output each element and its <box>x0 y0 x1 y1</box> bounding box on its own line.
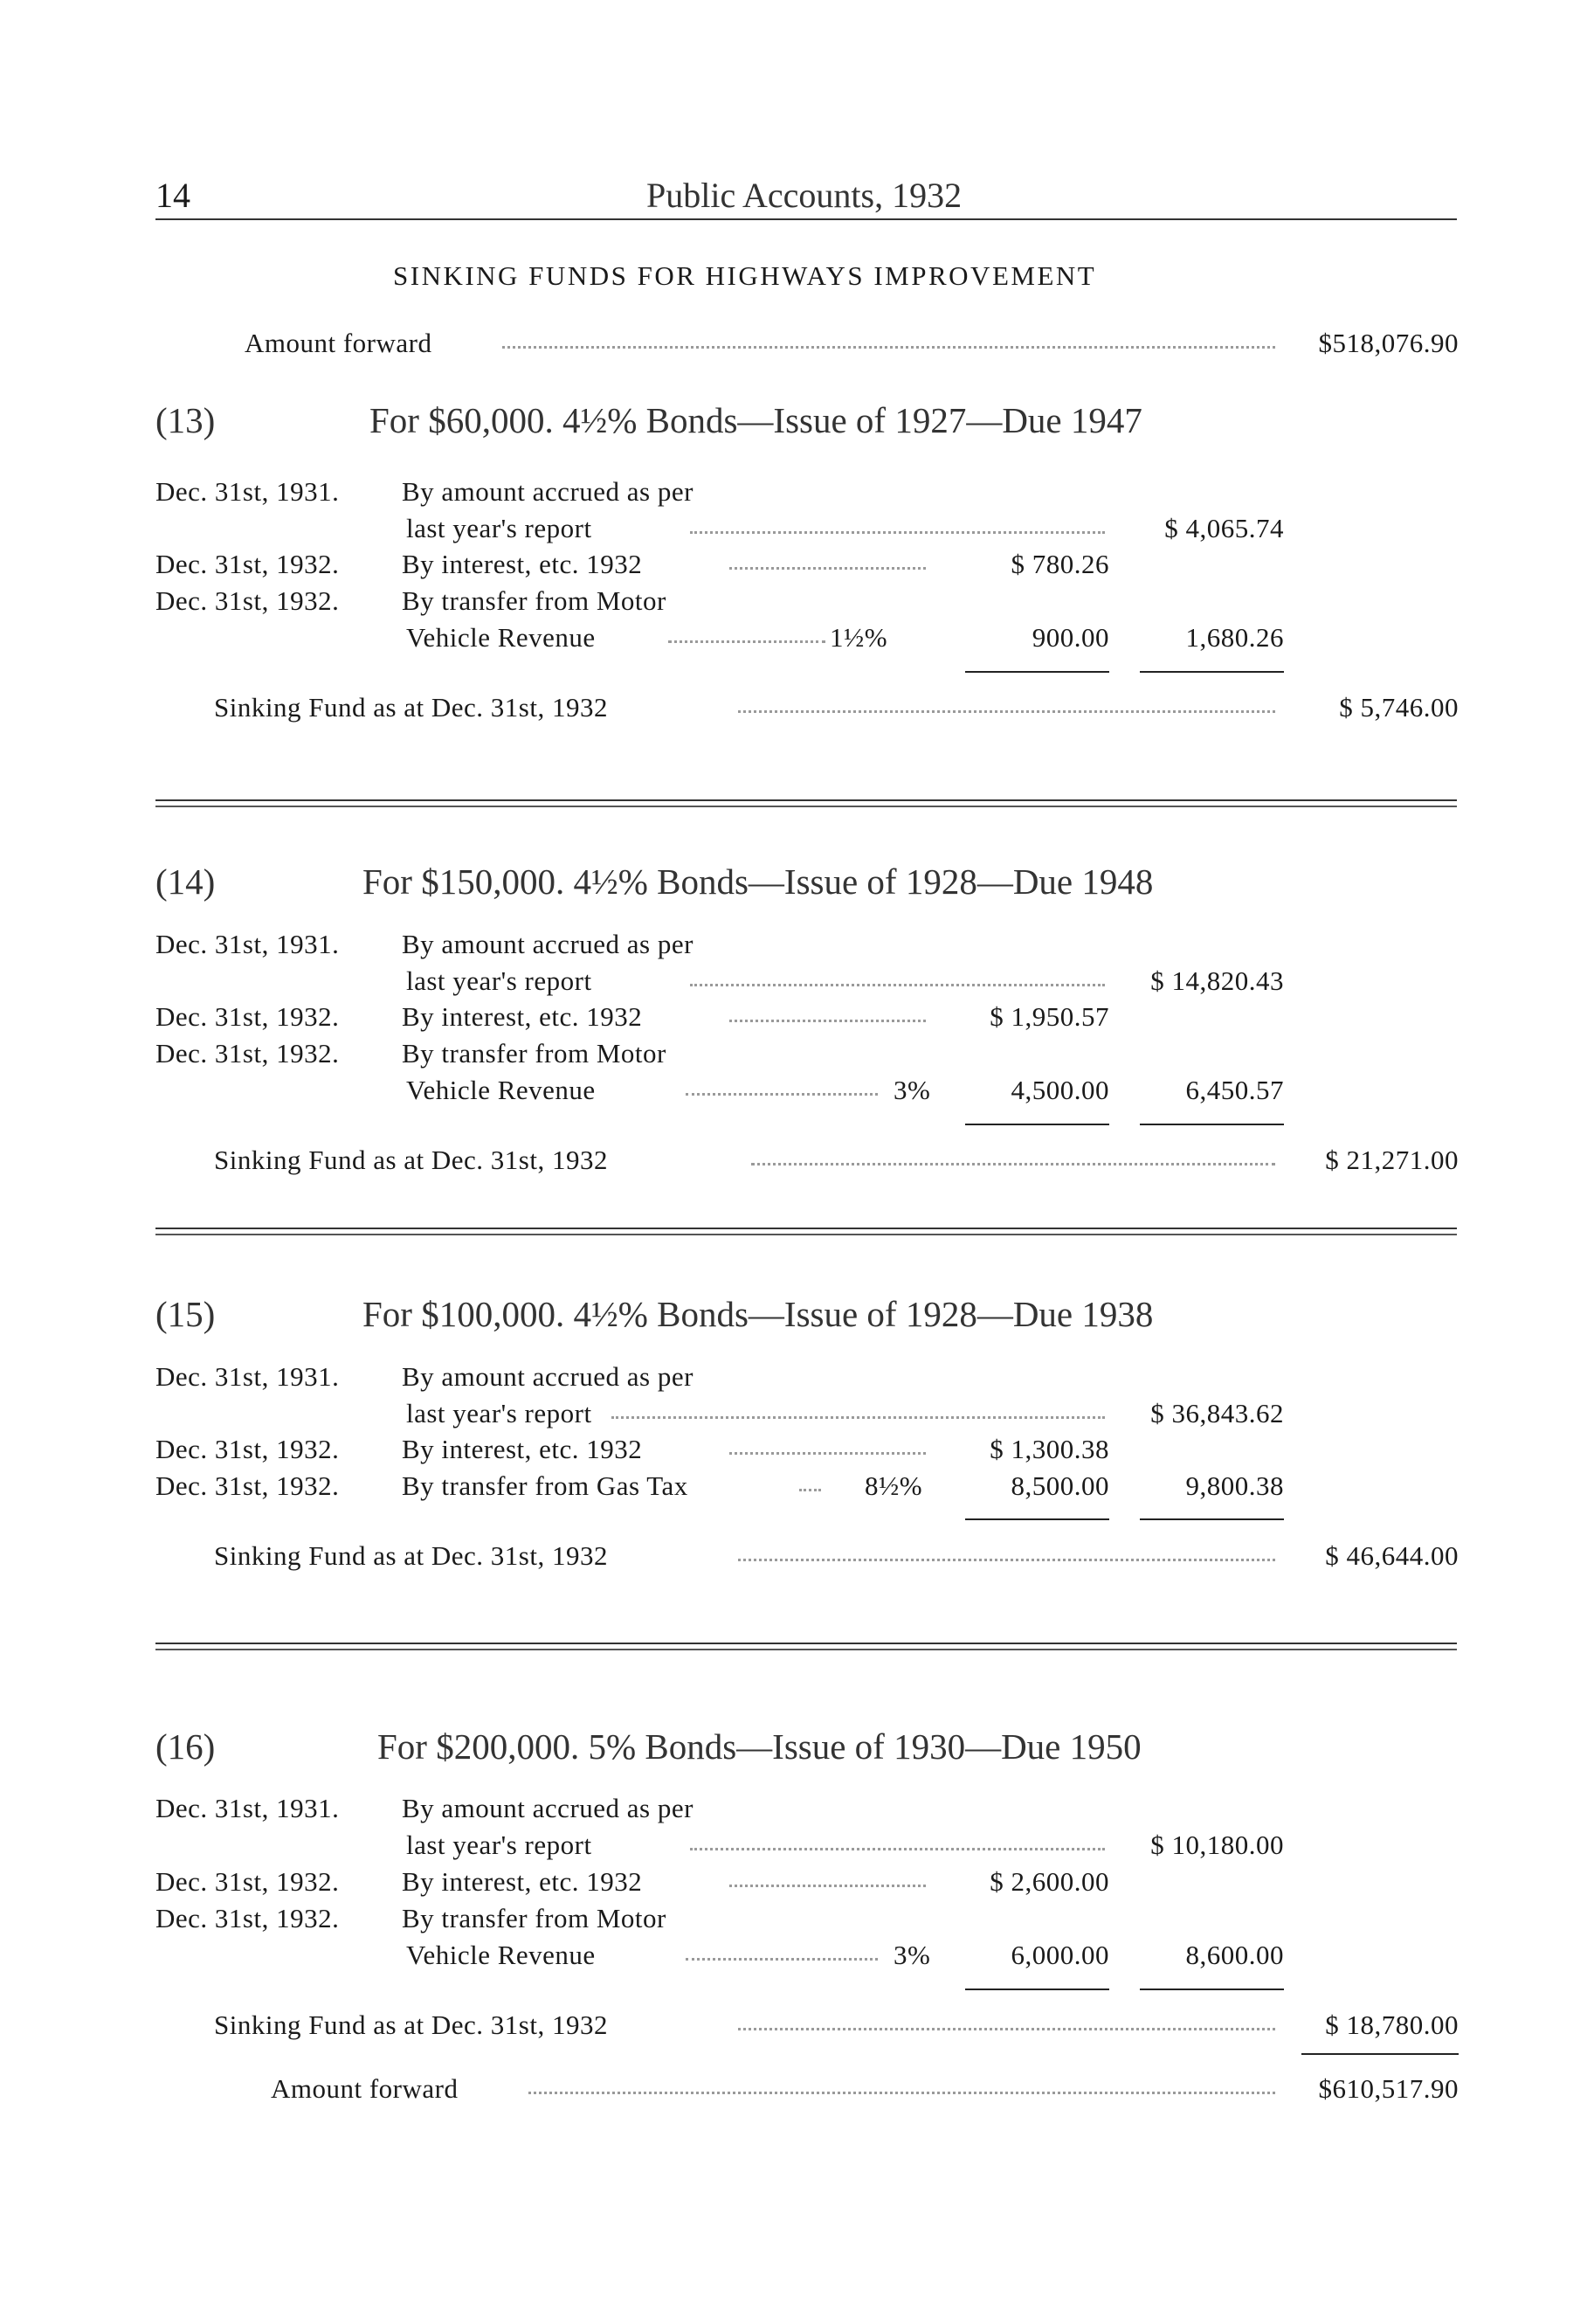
entry-date: Dec. 31st, 1931. <box>155 1793 340 1823</box>
entry-desc: Vehicle Revenue <box>406 622 596 653</box>
entry-desc: By amount accrued as per <box>402 476 693 507</box>
fund-heading: For $150,000. 4½% Bonds—Issue of 1928—Due 1948 <box>362 861 1154 902</box>
header-rule <box>155 218 1457 220</box>
rate: 3% <box>894 1940 931 1970</box>
subtotal-rule <box>965 1989 1109 1990</box>
amount-mid: $ 1,950.57 <box>990 1001 1109 1032</box>
entry-desc: Vehicle Revenue <box>406 1940 596 1970</box>
entry-desc: By transfer from Motor <box>402 1903 666 1933</box>
total-label: Sinking Fund as at Dec. 31st, 1932 <box>214 692 608 723</box>
fund-heading: For $60,000. 4½% Bonds—Issue of 1927—Due 1947 <box>369 400 1142 440</box>
total-label: Sinking Fund as at Dec. 31st, 1932 <box>214 1145 608 1175</box>
running-title: Public Accounts, 1932 <box>646 176 963 215</box>
amount-mid: 8,500.00 <box>1011 1470 1109 1501</box>
entry-date: Dec. 31st, 1932. <box>155 1470 340 1501</box>
leader-dots <box>528 2088 1275 2094</box>
leader-dots <box>738 707 1275 713</box>
subtotal-rule <box>1140 671 1284 673</box>
section-title: SINKING FUNDS FOR HIGHWAYS IMPROVEMENT <box>393 260 1097 291</box>
subtotal-rule <box>965 1124 1109 1125</box>
amount-mid: $ 1,300.38 <box>990 1434 1109 1464</box>
entry-desc: last year's report <box>406 1398 592 1428</box>
amount-right: $ 36,843.62 <box>1150 1398 1284 1428</box>
entry-desc: By interest, etc. 1932 <box>402 1434 643 1464</box>
leader-dots <box>668 637 825 643</box>
fund-number: (16) <box>155 1726 216 1767</box>
leader-dots <box>690 980 1105 986</box>
leader-dots <box>686 1089 878 1096</box>
amount-right: 8,600.00 <box>1185 1940 1284 1970</box>
amount-right: 6,450.57 <box>1185 1075 1284 1105</box>
amount-forward-value: $518,076.90 <box>1318 328 1459 358</box>
rate: 1½% <box>830 622 888 653</box>
subtotal-rule <box>965 671 1109 673</box>
total-amount: $ 46,644.00 <box>1325 1540 1459 1571</box>
entry-date: Dec. 31st, 1931. <box>155 1361 340 1392</box>
amount-right: $ 14,820.43 <box>1150 965 1284 996</box>
amount-mid: $ 2,600.00 <box>990 1866 1109 1897</box>
total-amount: $ 18,780.00 <box>1325 2009 1459 2040</box>
entry-desc: By transfer from Motor <box>402 585 666 616</box>
entry-desc: By interest, etc. 1932 <box>402 549 643 579</box>
leader-dots <box>690 1844 1105 1850</box>
entry-desc: last year's report <box>406 1829 592 1860</box>
amount-right: 1,680.26 <box>1185 622 1284 653</box>
leader-dots <box>611 1413 1105 1419</box>
entry-date: Dec. 31st, 1932. <box>155 1866 340 1897</box>
total-label: Sinking Fund as at Dec. 31st, 1932 <box>214 2009 608 2040</box>
entry-desc: By interest, etc. 1932 <box>402 1866 643 1897</box>
entry-date: Dec. 31st, 1932. <box>155 1038 340 1069</box>
subtotal-rule <box>1140 1124 1284 1125</box>
total-amount: $ 21,271.00 <box>1325 1145 1459 1175</box>
leader-dots <box>686 1954 878 1961</box>
rate: 8½% <box>865 1470 923 1501</box>
leader-dots <box>729 1881 926 1887</box>
fund-heading: For $100,000. 4½% Bonds—Issue of 1928—Due 1938 <box>362 1294 1154 1334</box>
amount-right: $ 4,065.74 <box>1164 513 1284 543</box>
fund-number: (15) <box>155 1294 216 1334</box>
entry-date: Dec. 31st, 1932. <box>155 549 340 579</box>
entry-desc: By amount accrued as per <box>402 1361 693 1392</box>
rate: 3% <box>894 1075 931 1105</box>
entry-desc: By amount accrued as per <box>402 1793 693 1823</box>
entry-date: Dec. 31st, 1932. <box>155 1903 340 1933</box>
amount-forward-label: Amount forward <box>271 2073 459 2104</box>
entry-desc: By transfer from Gas Tax <box>402 1470 688 1501</box>
leader-dots <box>799 1485 821 1491</box>
subtotal-rule <box>1140 1989 1284 1990</box>
leader-dots <box>690 528 1105 534</box>
total-amount: $ 5,746.00 <box>1339 692 1459 723</box>
amount-mid: 4,500.00 <box>1011 1075 1109 1105</box>
amount-mid: 6,000.00 <box>1011 1940 1109 1970</box>
total-label: Sinking Fund as at Dec. 31st, 1932 <box>214 1540 608 1571</box>
amount-forward-value: $610,517.90 <box>1318 2073 1459 2104</box>
entry-desc: Vehicle Revenue <box>406 1075 596 1105</box>
entry-desc: By transfer from Motor <box>402 1038 666 1069</box>
amount-mid: 900.00 <box>1032 622 1109 653</box>
leader-dots <box>502 342 1275 349</box>
entry-date: Dec. 31st, 1932. <box>155 1001 340 1032</box>
total-rule <box>1301 2053 1459 2055</box>
amount-forward-label: Amount forward <box>245 328 432 358</box>
amount-right: 9,800.38 <box>1185 1470 1284 1501</box>
fund-number: (13) <box>155 400 216 440</box>
fund-number: (14) <box>155 861 216 902</box>
leader-dots <box>729 564 926 570</box>
entry-desc: last year's report <box>406 965 592 996</box>
entry-date: Dec. 31st, 1932. <box>155 585 340 616</box>
subtotal-rule <box>965 1518 1109 1520</box>
leader-dots <box>729 1449 926 1455</box>
amount-mid: $ 780.26 <box>1011 549 1109 579</box>
entry-desc: last year's report <box>406 513 592 543</box>
entry-date: Dec. 31st, 1932. <box>155 1434 340 1464</box>
leader-dots <box>751 1159 1275 1165</box>
entry-date: Dec. 31st, 1931. <box>155 929 340 959</box>
leader-dots <box>738 2024 1275 2030</box>
entry-desc: By interest, etc. 1932 <box>402 1001 643 1032</box>
entry-date: Dec. 31st, 1931. <box>155 476 340 507</box>
amount-right: $ 10,180.00 <box>1150 1829 1284 1860</box>
leader-dots <box>729 1016 926 1022</box>
leader-dots <box>738 1555 1275 1561</box>
subtotal-rule <box>1140 1518 1284 1520</box>
fund-heading: For $200,000. 5% Bonds—Issue of 1930—Due 1950 <box>377 1726 1142 1767</box>
entry-desc: By amount accrued as per <box>402 929 693 959</box>
page-number: 14 <box>155 176 190 215</box>
